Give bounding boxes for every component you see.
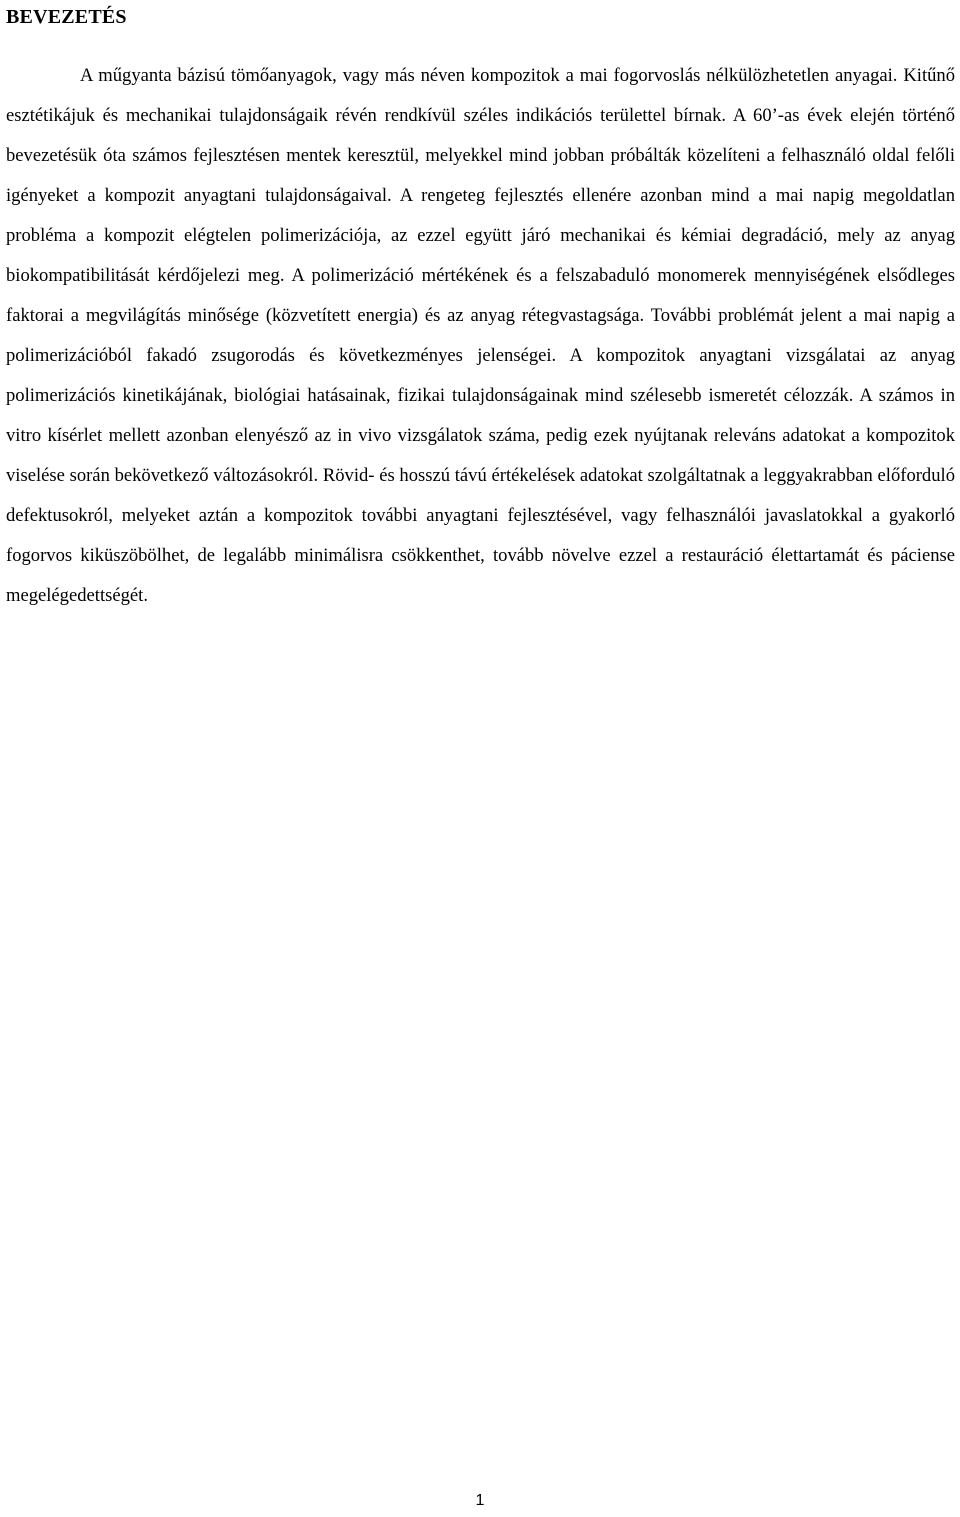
page-number: 1 [475,1492,485,1509]
intro-paragraph: A műgyanta bázisú tömőanyagok, vagy más néven kompozitok a mai fogorvoslás nélkülözhetetlen anyagai. Kitűnő esztétikájuk és mechanikai tulajdonságaik révén rendkívül széles indikációs területtel bírnak. A 60’-as évek elején történő bevezetésük óta számos fejlesztésen mentek keresztül, melyekkel mind jobban próbálták közelíteni a felhasználó oldal felőli igényeket a kompozit anyagtani tulajdonságaival. A rengeteg fejlesztés ellenére azonban mind a mai napig megoldatlan probléma a kompozit elégtelen polimerizációja, az ezzel együtt járó mechanikai és kémiai degradáció, mely az anyag biokompatibilitását kérdőjelezi meg. A polimerizáció mértékének és a felszabaduló monomerek mennyiségének elsődleges faktorai a megvilágítás minősége (közvetített energia) és az anyag rétegvastagsága. További problémát jelent a mai napig a polimerizációból fakadó zsugorodás és következményes jelenségei. A kompozitok anyagtani vizsgálatai az anyag polimerizációs kinetikájának, biológiai hatásainak, fizikai tulajdonságainak mind szélesebb ismeretét célozzák. A számos in vitro kísérlet mellett azonban elenyésző az in vivo vizsgálatok száma, pedig ezek nyújtanak releváns adatokat a kompozitok viselése során bekövetkező változásokról. Rövid- és hosszú távú értékelések adatokat szolgáltatnak a leggyakrabban előforduló defektusokról, melyeket aztán a kompozitok további anyagtani fejlesztésével, vagy felhasználói javaslatokkal a gyakorló fogorvos kiküszöbölhet, de legalább minimálisra csökkenthet, tovább növelve ezzel a restauráció élettartamát és páciense megelégedettségét. [6,65,955,606]
section-heading: BEVEZETÉS [6,6,127,28]
